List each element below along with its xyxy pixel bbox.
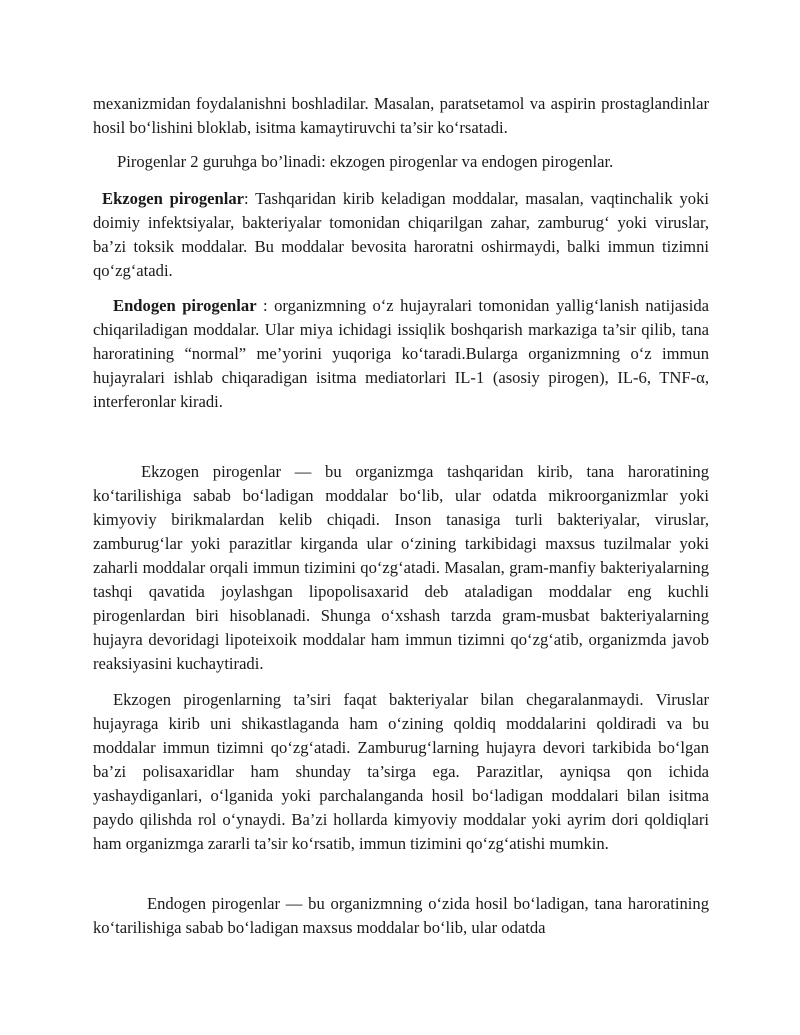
term-ekzogen-pirogenlar: Ekzogen pirogenlar: [102, 189, 245, 208]
paragraph-7-text: Endogen pirogenlar — bu organizmning o‘zida hosil bo‘ladigan, tana haroratining ko‘tarilishiga sabab bo‘ladigan maxsus moddalar bo‘lib, ular odatda: [93, 894, 709, 937]
paragraph-7: [93, 892, 709, 940]
paragraph-3-text: : Tashqaridan kirib keladigan moddalar, masalan, vaqtinchalik yoki doimiy infektsiyalar, bakteriyalar tomonidan chiqarilgan zahar, zamburug‘ yoki viruslar, ba’zi toksik moddalar. Bu moddalar bevosita haroratni oshirmaydi, balki immun tizimni qo‘zg‘atadi.: [93, 189, 709, 280]
paragraph-5: [93, 460, 709, 676]
paragraph-6: [93, 688, 709, 856]
paragraph-1: [93, 92, 709, 140]
term-endogen-pirogenlar: Endogen pirogenlar: [113, 296, 257, 315]
paragraph-1-text: mexanizmidan foydalanishni boshladilar. Masalan, paratsetamol va aspirin prostaglandinlar hosil bo‘lishini bloklab, isitma kamaytiruvchi ta’sir ko‘rsatadi.: [93, 94, 709, 137]
paragraph-5-text: Ekzogen pirogenlar — bu organizmga tashqaridan kirib, tana haroratining ko‘tarilishiga sabab bo‘ladigan moddalar bo‘lib, ular odatda mikroorganizmlar yoki kimyoviy birikmalardan kelib chiqadi. Inson tanasiga turli bakteriyalar, viruslar, zamburug‘lar yoki parazitlar kirganda ular o‘zining tarkibidagi maxsus tuzilmalar yoki zaharli moddalar orqali immun tizimini qo‘zg‘atadi. Masalan, gram-manfiy bakteriyalarning tashqi qavatida joylashgan lipopolisaxarid deb ataladigan moddalar eng kuchli pirogenlardan biri hisoblanadi. Shunga o‘xshash tarzda gram-musbat bakteriyalarning hujayra devoridagi lipoteixoik moddalar ham immun tizimni qo‘zg‘atib, organizmda javob reaksiyasini kuchaytiradi.: [93, 462, 709, 673]
paragraph-6-text: Ekzogen pirogenlarning ta’siri faqat bakteriyalar bilan chegaralanmaydi. Viruslar hujayraga kirib uni shikastlaganda ham o‘zining qoldiq moddalarini qoldiradi va bu moddalar immun tizimni qo‘zg‘atadi. Zamburug‘larning hujayra devori tarkibida bo‘lgan ba’zi polisaxaridlar ham shunday ta’sirga ega. Parazitlar, ayniqsa qon ichida yashaydiganlari, o‘lganida yoki parchalanganda hosil bo‘ladigan moddalari bilan isitma paydo qilishda rol o‘ynaydi. Ba’zi hollarda kimyoviy moddalar yoki ayrim dori qoldiqlari ham organizmga zararli ta’sir ko‘rsatib, immun tizimini qo‘zg‘atishi mumkin.: [93, 690, 709, 853]
paragraph-endogen-definition: [93, 294, 709, 414]
paragraph-2: [93, 150, 709, 174]
paragraph-ekzogen-definition: [93, 187, 709, 283]
paragraph-4-text: : organizmning o‘z hujayralari tomonidan yallig‘lanish natijasida chiqariladigan moddalar. Ular miya ichidagi issiqlik boshqarish markaziga ta’sir qilib, tana haroratining “normal” me’yorini yuqoriga ko‘taradi.Bularga organizmning o‘z immun hujayralari ishlab chiqaradigan isitma mediatorlari IL-1 (asosiy pirogen), IL-6, TNF-α, interferonlar kiradi.: [93, 296, 709, 411]
paragraph-2-text: Pirogenlar 2 guruhga bo’linadi: ekzogen pirogenlar va endogen pirogenlar.: [117, 152, 614, 171]
